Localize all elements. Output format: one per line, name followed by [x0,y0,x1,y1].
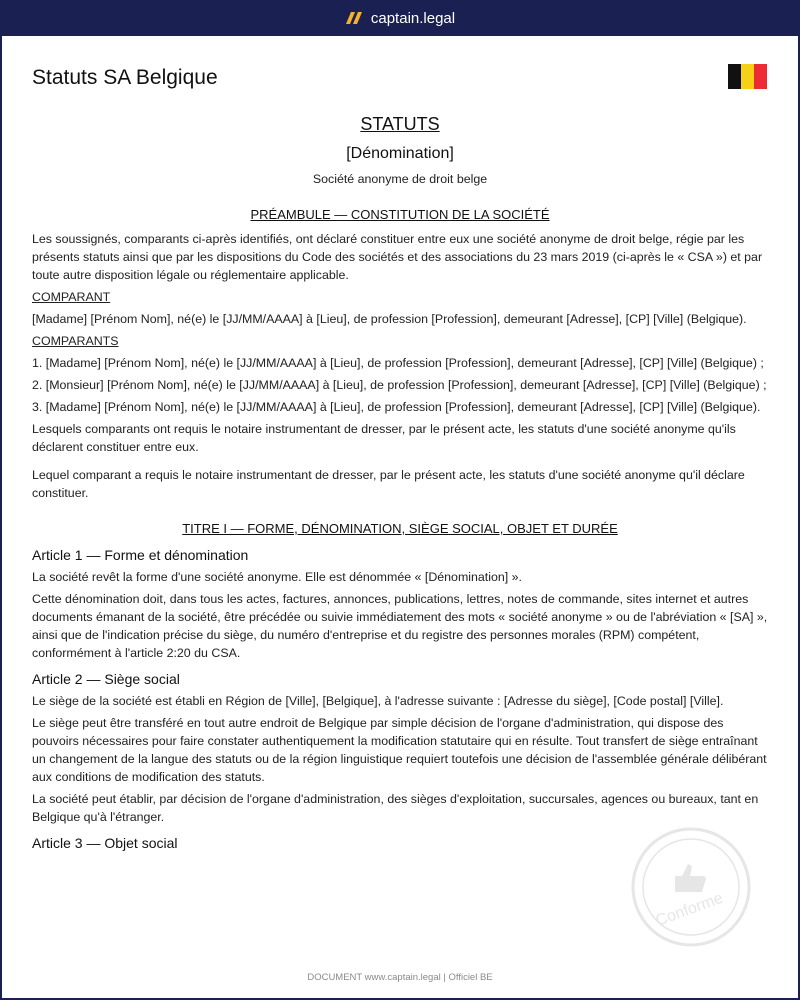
document-heading: STATUTS [360,114,440,134]
captain-logo-icon [345,11,363,25]
belgium-flag-icon [728,64,767,89]
article-3-title: Article 3 — Objet social [32,835,178,851]
article-1-title: Article 1 — Forme et dénomination [32,547,249,563]
comparant-item: 2. [Monsieur] [Prénom Nom], né(e) le [JJ/MM/AAAA] à [Lieu], de profession [Profession], demeurant [Adresse], [CP] [Ville] (Belgique) ; [32,378,767,392]
comparant-text: [Madame] [Prénom Nom], né(e) le [JJ/MM/AAAA] à [Lieu], de profession [Profession], demeurant [Adresse], [CP] [Ville] (Belgique). [32,312,747,326]
footer: DOCUMENT www.captain.legal | Officiel BE [307,972,493,983]
preamble-title: PRÉAMBULE — CONSTITUTION DE LA SOCIÉTÉ [250,207,550,222]
top-bar [0,0,800,36]
titre1-title: TITRE I — FORME, DÉNOMINATION, SIÈGE SOCIAL, OBJET ET DURÉE [182,521,618,536]
comparant-item: 3. [Madame] [Prénom Nom], né(e) le [JJ/MM/AAAA] à [Lieu], de profession [Profession], demeurant [Adresse], [CP] [Ville] (Belgique). [32,400,761,414]
article-2-p3: La société peut établir, par décision de l'organe d'administration, des sièges d'exploitation, succursales, agences ou bureaux, tant en Belgique qu'à l'étranger. [32,792,759,824]
document-body [32,112,768,856]
page-title: Statuts SA Belgique [32,66,218,89]
singular-request: Lequel comparant a requis le notaire instrumentant de dresser, par le présent acte, les statuts d'une société anonyme qu'il déclare constituer. [32,468,745,500]
document-subtitle: Société anonyme de droit belge [312,172,488,186]
document-denomination: [Dénomination] [346,145,454,162]
stamp-text: Conforme [653,889,726,930]
article-2-p2: Le siège peut être transféré en tout autre endroit de Belgique par simple décision de l'organe d'administration, qui dispose des pouvoirs nécessaires pour faire constater authentiquement la modification statutaire qui en résulte. Tout transfert de siège entraînant un changement de la langue des statuts ou de la région linguistique requiert toutefois une décision de l'assemblée générale délibérant aux conditions de modification des statuts. [32,716,767,784]
conforme-stamp-icon [630,826,752,948]
flag-stripe-red [754,64,767,89]
preamble-intro: Les soussignés, comparants ci-après identifiés, ont déclaré constituer entre eux une société anonyme de droit belge, régie par les présents statuts ainsi que par les dispositions du Code des sociétés et des associations du 23 mars 2019 (ci-après le « CSA ») et par toute autre disposition légale ou réglementaire applicable. [32,232,763,282]
article-2-title: Article 2 — Siège social [32,671,180,687]
flag-stripe-yellow [741,64,754,89]
document-page [2,36,798,998]
flag-stripe-black [728,64,741,89]
comparant-label: COMPARANT [32,290,111,304]
plural-request: Lesquels comparants ont requis le notaire instrumentant de dresser, par le présent acte, les statuts d'une société anonyme qu'ils déclarent constituer entre eux. [32,422,736,454]
comparants-label: COMPARANTS [32,334,119,348]
comparant-item: 1. [Madame] [Prénom Nom], né(e) le [JJ/MM/AAAA] à [Lieu], de profession [Profession], demeurant [Adresse], [CP] [Ville] (Belgique) ; [32,356,764,370]
article-1-p1: La société revêt la forme d'une société anonyme. Elle est dénommée « [Dénomination] ». [32,570,523,584]
article-1-p2: Cette dénomination doit, dans tous les actes, factures, annonces, publications, lettres, notes de commande, sites internet et autres documents émanant de la société, être précédée ou suivie immédiatement des mots « société anonyme » ou de l'abréviation « [SA] », ainsi que de l'indication précise du siège, du numéro d'entreprise et du registre des personnes morales (RPM) compétent, conformément à l'article 2:20 du CSA. [32,592,768,660]
article-2-p1: Le siège de la société est établi en Région de [Ville], [Belgique], à l'adresse suivante : [Adresse du siège], [Code postal] [Ville]. [32,694,724,708]
brand-name[interactable]: captain.legal [370,9,456,27]
